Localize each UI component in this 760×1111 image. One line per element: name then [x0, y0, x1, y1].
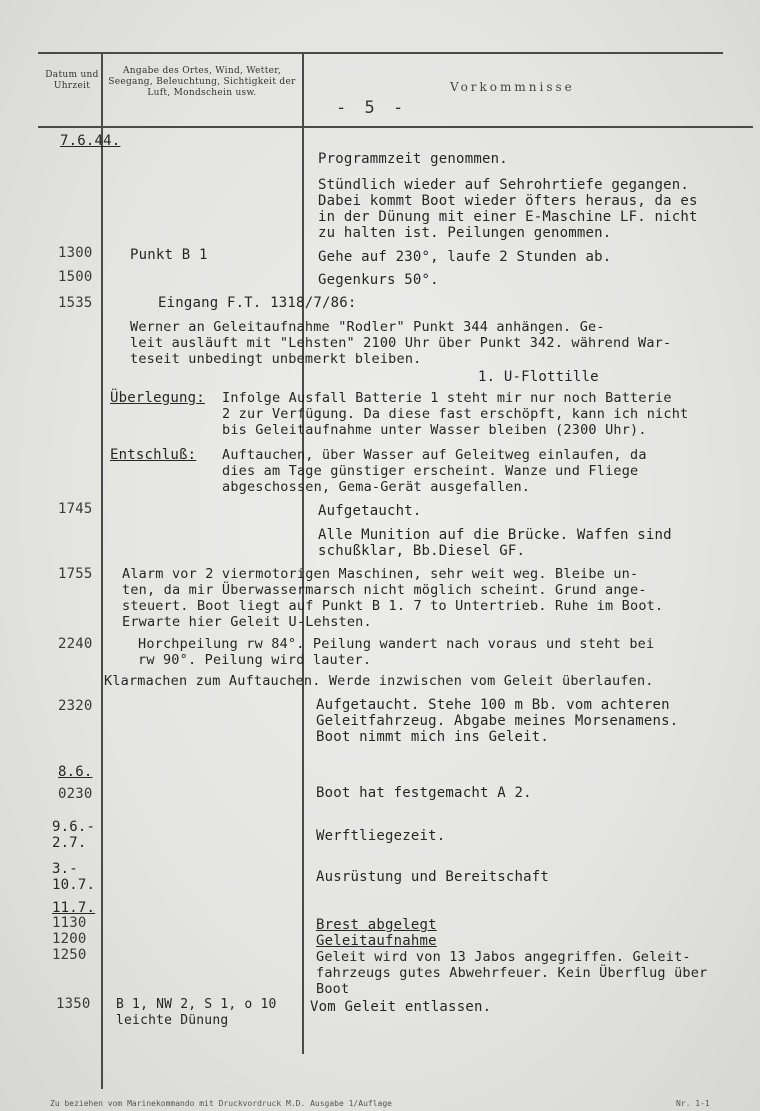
header-top-rule — [38, 52, 723, 54]
entry-date: 11.7. — [52, 900, 96, 916]
entry-text: Werner an Geleitaufnahme "Rodler" Punkt 344 anhängen. Ge- leit ausläuft mit "Lehsten" 2100 Uhr über Punkt 342. während War- teseit unbedingt unbemerkt bleiben. — [130, 319, 672, 367]
entry-label: Überlegung: — [110, 390, 205, 406]
entry-time: 1745 — [58, 501, 93, 517]
entry-time: 1755 — [58, 566, 93, 582]
entry-heading: Eingang F.T. 1318/7/86: — [158, 295, 357, 311]
column-divider-1 — [101, 54, 103, 1089]
entry-text: Infolge Ausfall Batterie 1 steht mir nur noch Batterie 2 zur Verfügung. Da diese fast erschöpft, kann ich nicht bis Geleitaufnahme unter Wasser bleiben (2300 Uhr). — [222, 390, 689, 438]
header-datum: Datum und Uhrzeit — [45, 70, 99, 91]
entry-date: 9.6.- 2.7. — [52, 819, 96, 851]
entry-text: Geleit wird von 13 Jabos angegriffen. Geleit- fahrzeugs gutes Abwehrfeuer. Kein Überflug über Boot — [316, 949, 708, 997]
entry-text: Programmzeit genommen. — [318, 151, 508, 167]
header-bottom-rule — [38, 126, 753, 128]
entry-signature: 1. U-Flottille — [478, 369, 599, 385]
entry-text: Boot hat festgemacht A 2. — [316, 785, 532, 801]
entry-text: Vom Geleit entlassen. — [310, 999, 492, 1015]
date-main: 7.6.44. — [60, 133, 121, 149]
entry-text: Gehe auf 230°, laufe 2 Stunden ab. — [318, 249, 612, 265]
entry-time: 2240 — [58, 636, 93, 652]
entry-time: 1535 — [58, 295, 93, 311]
header-angabe: Angabe des Ortes, Wind, Wetter, Seegang, Beleuchtung, Sichtigkeit der Luft, Mondschein usw. — [108, 66, 296, 98]
entry-time: 2320 — [58, 698, 93, 714]
entry-time: 1130 1200 1250 — [52, 915, 87, 963]
entry-text: Alarm vor 2 viermotorigen Maschinen, sehr weit weg. Bleibe un- ten, da mir Überwassermarsch nicht möglich scheint. Grund ange- steuert. Boot liegt auf Punkt B 1. 7 to Untertrieb. Ruhe im Boot. Erwarte hier Geleit U-Lehsten. — [122, 566, 664, 630]
column-divider-2 — [302, 54, 304, 1054]
footer-imprint: Zu beziehen vom Marinekommando mit Druckvordruck M.D. Ausgabe 1/Auflage — [50, 1099, 392, 1108]
entry-text: Werftliegezeit. — [316, 828, 446, 844]
entry-text: Gegenkurs 50°. — [318, 272, 439, 288]
entry-date: 3.- 10.7. — [52, 861, 96, 893]
entry-text: Stündlich wieder auf Sehrohrtiefe gegangen. Dabei kommt Boot wieder öfters heraus, da es in der Dünung mit einer E-Maschine LF. nicht zu halten ist. Peilungen genommen. — [318, 177, 698, 241]
entry-text: Brest abgelegt — [316, 917, 437, 933]
entry-text: Aufgetaucht. — [318, 503, 422, 519]
entry-label: Entschluß: — [110, 447, 197, 463]
entry-text: Ausrüstung und Bereitschaft — [316, 869, 549, 885]
entry-text: Horchpeilung rw 84°. Peilung wandert nach voraus und steht bei rw 90°. Peilung wird lauter. — [138, 636, 655, 668]
entry-text: Alle Munition auf die Brücke. Waffen sind schußklar, Bb.Diesel GF. — [318, 527, 672, 559]
footer-form-number: Nr. 1-1 — [676, 1099, 710, 1108]
entry-text: Auftauchen, über Wasser auf Geleitweg einlaufen, da dies am Tage günstiger erscheint. Wanze und Fliege abgeschossen, Gema-Gerät ausgefallen. — [222, 447, 647, 495]
entry-text: Aufgetaucht. Stehe 100 m Bb. vom achteren Geleitfahrzeug. Abgabe meines Morsenamens. Boot nimmt mich ins Geleit. — [316, 697, 679, 745]
entry-time: 0230 — [58, 786, 93, 802]
entry-text: Geleitaufnahme — [316, 933, 437, 949]
entry-time: 1350 — [56, 996, 91, 1012]
entry-location: B 1, NW 2, S 1, o 10 leichte Dünung — [116, 997, 277, 1028]
page-number: - 5 - — [336, 98, 408, 118]
entry-time: 1300 — [58, 245, 93, 261]
entry-date: 8.6. — [58, 764, 93, 780]
entry-location: Punkt B 1 — [130, 247, 208, 263]
entry-time: 1500 — [58, 269, 93, 285]
header-vorkommnisse: Vorkommnisse — [450, 80, 575, 94]
entry-text: Klarmachen zum Auftauchen. Werde inzwischen vom Geleit überlaufen. — [104, 673, 654, 689]
